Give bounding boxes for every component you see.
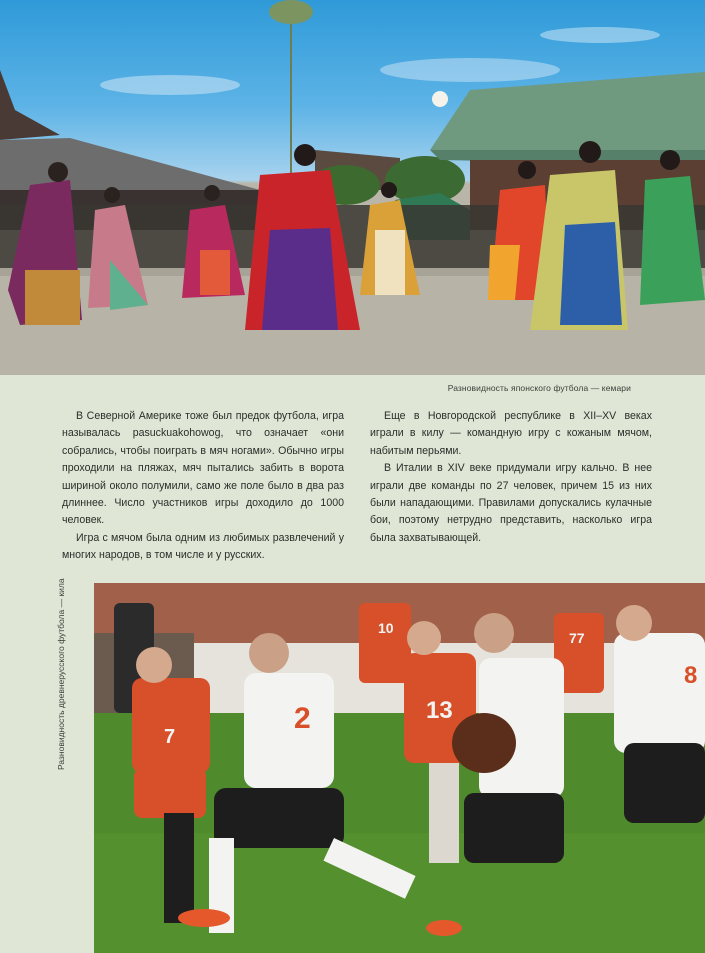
jersey-number: 13	[426, 697, 453, 724]
jersey-number: 8	[684, 662, 698, 689]
paragraph: В Северной Америке тоже был предок футбола, игра называлась pasuckuakohowog, что означает «они собрались, чтобы поиграть в мяч ногами». Обычно игры проходили на пляжах, мяч пытались забить в ворота шириной около полумили, само же поле было в два раз длиннее. Число участников игры доходило до 1000 человек.	[62, 410, 344, 527]
paragraph: Игра с мячом была одним из любимых развлечений у многих народов, в том числе и у русских.	[62, 531, 344, 562]
kila-caption: Разновидность древнерусского футбола — кила	[56, 578, 66, 770]
paragraph: В Италии в XIV веке придумали игру кальчо. В нее играли две команды по 27 человек, причем 15 из них были нападающими. Правилами допускались кулачные бои, поэтому нетрудно представить, насколько игра была захватывающей.	[370, 462, 652, 544]
jersey-number: 7	[164, 726, 176, 748]
paragraph: Еще в Новгородской республике в XII–XV веках играли в килу — командную игру с кожаным мячом, набитым перьями.	[370, 410, 652, 457]
kemari-scene	[0, 0, 705, 375]
kila-scene	[94, 583, 705, 953]
jersey-number: 10	[378, 620, 394, 636]
right-text-column	[370, 408, 652, 547]
kemari-photo	[0, 0, 705, 375]
jersey-number: 2	[294, 702, 311, 735]
kemari-caption: Разновидность японского футбола — кемари	[447, 383, 631, 393]
left-text-column	[62, 408, 344, 565]
jersey-number: 77	[569, 630, 585, 646]
kila-photo	[94, 583, 705, 953]
